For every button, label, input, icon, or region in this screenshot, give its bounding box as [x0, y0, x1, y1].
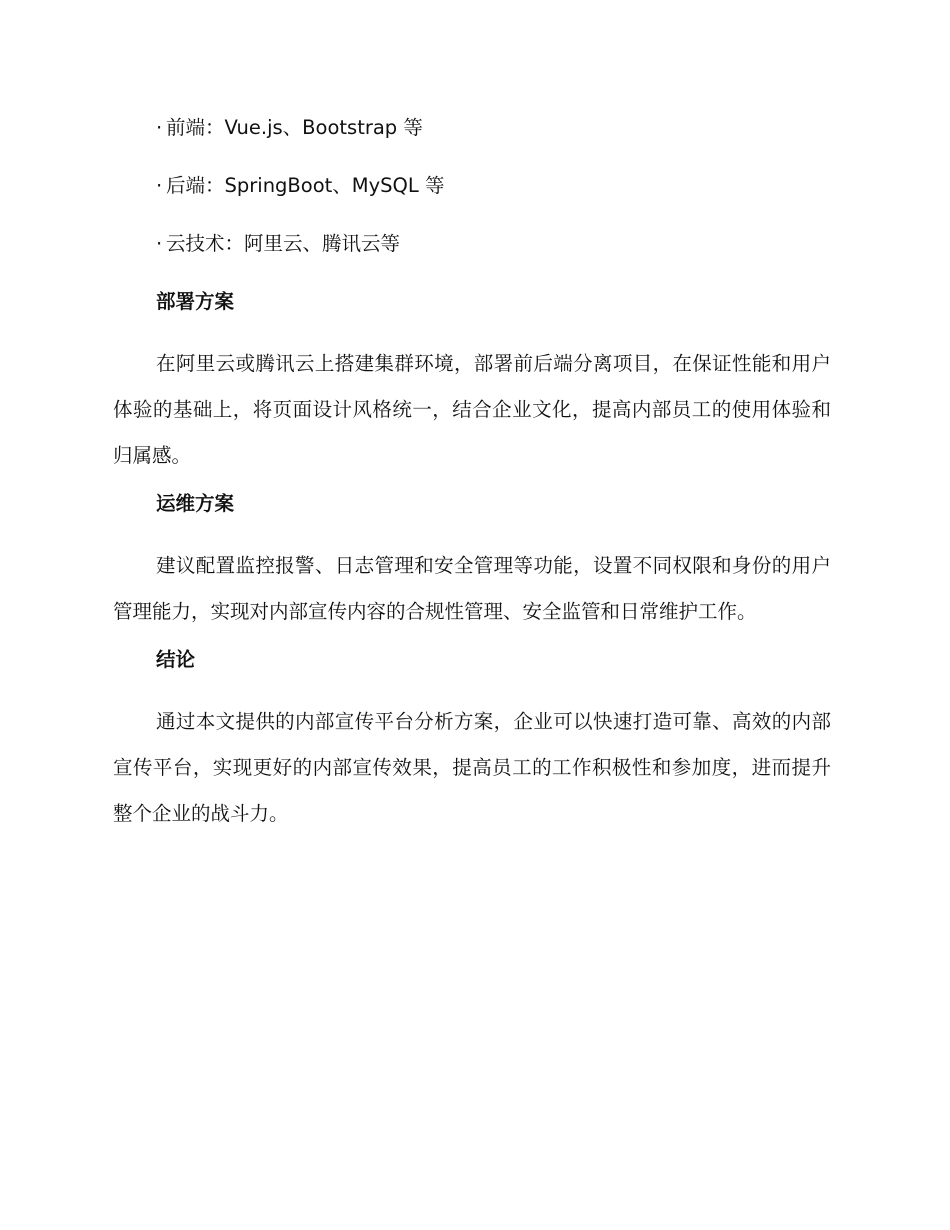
section-paragraph-conclusion: 通过本文提供的内部宣传平台分析方案，企业可以快速打造可靠、高效的内部宣传平台，实现更好的内部宣传效果，提高员工的工作积极性和参加度，进而提升整个企业的战斗力。 [113, 710, 831, 825]
tech-bullet-cloud [113, 225, 831, 263]
bullet-dot-icon: · [156, 174, 163, 197]
section-heading-operations: 运维方案 [156, 492, 235, 515]
section-paragraph-deployment: 在阿里云或腾讯云上搭建集群环境，部署前后端分离项目，在保证性能和用户体验的基础上，将页面设计风格统一，结合企业文化，提高内部员工的使用体验和归属感。 [113, 352, 831, 467]
section-heading-conclusion: 结论 [156, 648, 196, 671]
bullet-text: 前端：Vue.js、Bootstrap 等 [166, 116, 423, 139]
bullet-text: 云技术：阿里云、腾讯云等 [166, 232, 401, 255]
tech-bullet-backend [113, 167, 831, 205]
section-paragraph-operations: 建议配置监控报警、日志管理和安全管理等功能，设置不同权限和身份的用户管理能力，实现对内部宣传内容的合规性管理、安全监管和日常维护工作。 [113, 554, 831, 623]
bullet-dot-icon: · [156, 116, 163, 139]
bullet-text: 后端：SpringBoot、MySQL 等 [166, 174, 445, 197]
tech-bullet-frontend [113, 109, 831, 147]
section-heading-deployment: 部署方案 [156, 290, 235, 313]
bullet-dot-icon: · [156, 232, 163, 255]
document-body [113, 109, 831, 843]
